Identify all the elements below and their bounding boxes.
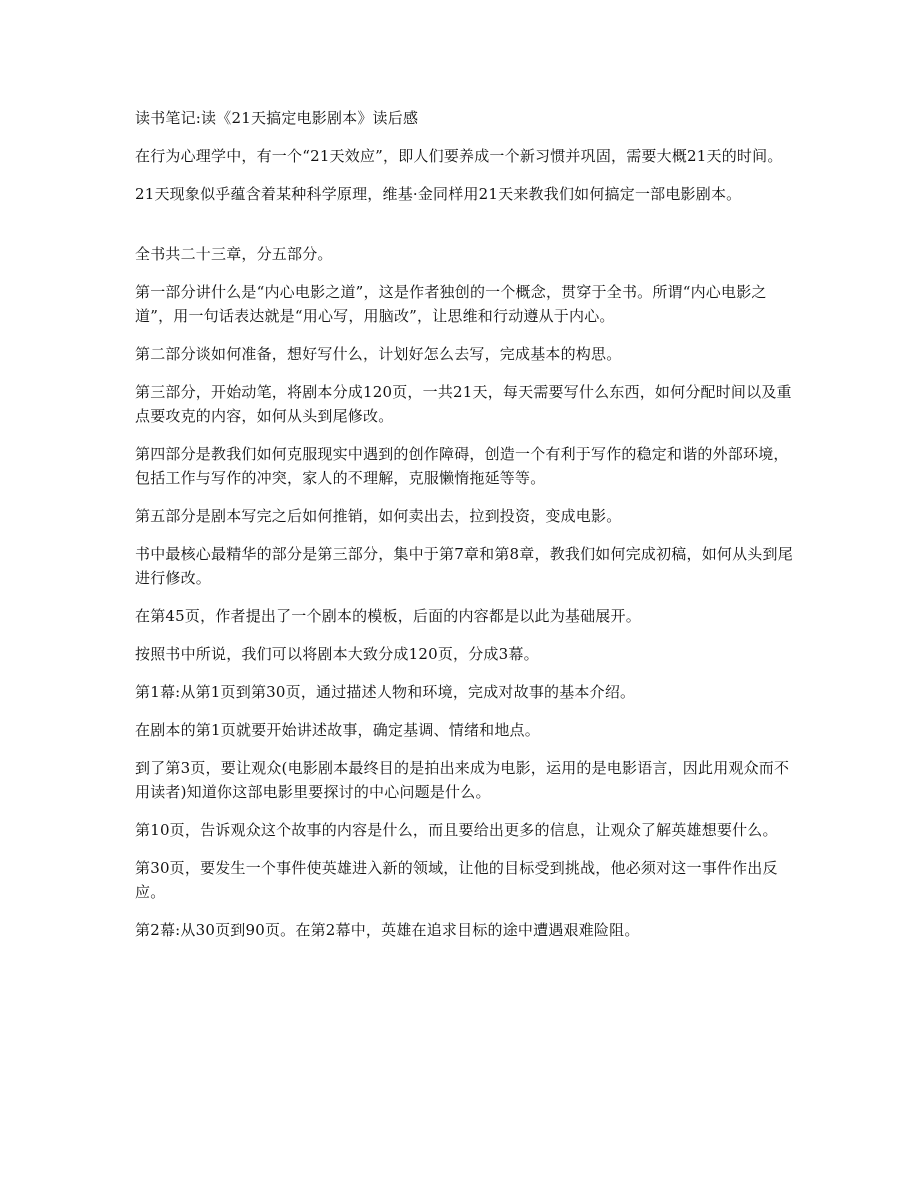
paragraph: 第2幕:从30页到90页。在第2幕中，英雄在追求目标的途中遭遇艰难险阻。	[135, 921, 640, 939]
paragraph: 在行为心理学中，有一个“21天效应”，即人们要养成一个新习惯并巩固，需要大概21天的时间。	[135, 147, 783, 165]
paragraph: 第10页，告诉观众这个故事的内容是什么，而且要给出更多的信息，让观众了解英雄想要什么。	[135, 821, 778, 839]
document-body	[135, 106, 795, 956]
paragraph: 第五部分是剧本写完之后如何推销，如何卖出去，拉到投资，变成电影。	[135, 507, 622, 525]
paragraph: 第1幕:从第1页到第30页，通过描述人物和环境，完成对故事的基本介绍。	[135, 683, 636, 701]
paragraph: 到了第3页，要让观众(电影剧本最终目的是拍出来成为电影，运用的是电影语言，因此用观众而不用读者)知道你这部电影里要探讨的中心问题是什么。	[135, 759, 790, 801]
paragraph: 第四部分是教我们如何克服现实中遇到的创作障碍，创造一个有利于写作的稳定和谐的外部环境，包括工作与写作的冲突，家人的不理解，克服懒惰拖延等等。	[135, 445, 789, 487]
paragraph: 在第45页，作者提出了一个剧本的模板，后面的内容都是以此为基础展开。	[135, 607, 641, 625]
paragraph: 第三部分，开始动笔，将剧本分成120页，一共21天，每天需要写什么东西，如何分配时间以及重点要攻克的内容，如何从头到尾修改。	[135, 383, 792, 425]
document-title: 读书笔记:读《21天搞定电影剧本》读后感	[135, 109, 419, 127]
paragraph: 第二部分谈如何准备，想好写什么，计划好怎么去写，完成基本的构思。	[135, 345, 622, 363]
paragraph: 第30页，要发生一个事件使英雄进入新的领域，让他的目标受到挑战，他必须对这一事件作出反应。	[135, 859, 778, 901]
paragraph: 在剧本的第1页就要开始讲述故事，确定基调、情绪和地点。	[135, 721, 540, 739]
paragraph: 全书共二十三章，分五部分。	[135, 245, 333, 263]
paragraph: 按照书中所说，我们可以将剧本大致分成120页，分成3幕。	[135, 645, 539, 663]
paragraph: 21天现象似乎蕴含着某种科学原理，维基·金同样用21天来教我们如何搞定一部电影剧本。	[135, 185, 742, 203]
paragraph: 书中最核心最精华的部分是第三部分，集中于第7章和第8章，教我们如何完成初稿，如何从头到尾进行修改。	[135, 545, 793, 587]
paragraph: 第一部分讲什么是“内心电影之道”，这是作者独创的一个概念，贯穿于全书。所谓“内心电影之道”，用一句话表达就是“用心写，用脑改”，让思维和行动遵从于内心。	[135, 283, 767, 325]
